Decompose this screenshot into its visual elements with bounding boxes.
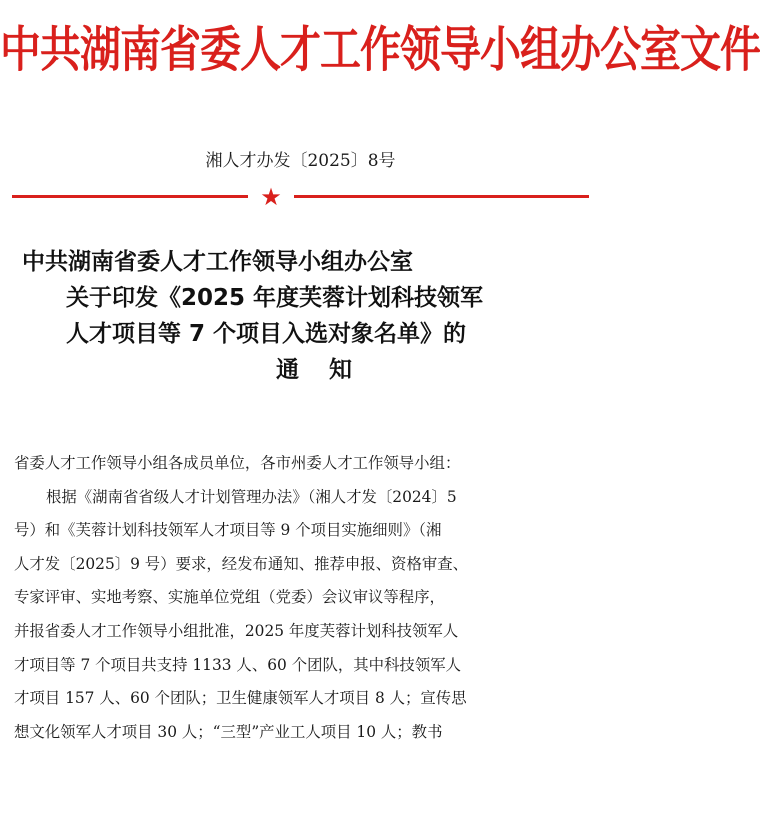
document-number: 湘人才办发〔2025〕8号 bbox=[205, 151, 396, 171]
notice-body bbox=[14, 447, 592, 749]
star-icon: ★ bbox=[260, 183, 282, 211]
salutation: 省委人才工作领导小组各成员单位，各市州委人才工作领导小组： bbox=[14, 454, 461, 472]
title-line-1: 中共湖南省委人才工作领导小组办公室 bbox=[22, 249, 413, 275]
separator-line-right bbox=[294, 195, 589, 198]
body-line: 号）和《芙蓉计划科技领军人才项目等 9 个项目实施细则》（湘 bbox=[14, 521, 442, 540]
body-line: 才项目 157 人、60 个团队；卫生健康领军人才项目 8 人；宣传思 bbox=[14, 689, 467, 708]
body-line: 才项目等 7 个项目共支持 1133 人、60 个团队，其中科技领军人 bbox=[14, 655, 461, 674]
body-line: 人才发〔2025〕9 号）要求，经发布通知、推荐申报、资格审查、 bbox=[14, 554, 469, 573]
body-line: 想文化领军人才项目 30 人；“三型”产业工人项目 10 人；教书 bbox=[14, 722, 443, 741]
title-line-4: 通知 bbox=[276, 357, 382, 383]
red-separator bbox=[12, 183, 589, 211]
body-line: 专家评审、实地考察、实施单位党组（党委）会议审议等程序， bbox=[14, 588, 445, 607]
body-line: 并报省委人才工作领导小组批准，2025 年度芙蓉计划科技领军人 bbox=[14, 621, 459, 640]
masthead-title: 中共湖南省委人才工作领导小组办公室文件 bbox=[0, 21, 760, 78]
separator-line-left bbox=[12, 195, 248, 198]
title-line-3: 人才项目等 7 个项目入选对象名单》的 bbox=[66, 321, 467, 347]
body-line: 根据《湖南省省级人才计划管理办法》（湘人才发〔2024〕5 bbox=[46, 487, 457, 506]
title-line-2: 关于印发《2025 年度芙蓉计划科技领军 bbox=[66, 285, 484, 311]
notice-title bbox=[14, 244, 574, 388]
